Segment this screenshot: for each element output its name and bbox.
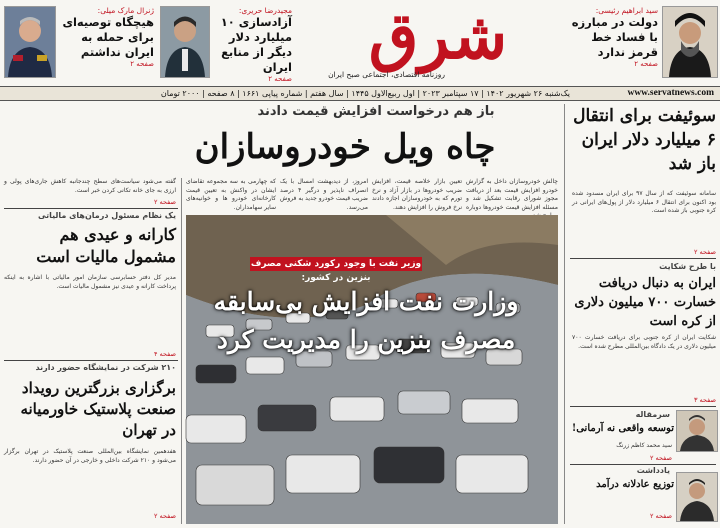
swift-body: سامانه سوئیفت که از سال ۹۷ برای ایران مسدود شده بود اکنون برای انتقال ۶ میلیارد دلار از پول‌های ایرانی در کره جنوبی باز شده است. <box>572 190 716 214</box>
newspaper-logo: شرق <box>368 0 508 74</box>
tax-kicker: یک نظام مسئول درمان‌های مالیاتی <box>37 211 176 220</box>
left-top-body: گفته می‌شود سیاست‌های سطح چندجانبه کاهش جاری‌های پولی و ارزی به جای خانه تکانی کردن خبر است. <box>4 178 176 194</box>
website-url[interactable]: www.servatnews.com <box>627 88 714 98</box>
korea-headline[interactable]: ایران به دنبال دریافت خسارت ۷۰۰ میلیون دلاری از کره است <box>574 276 716 329</box>
section-divider <box>4 360 178 361</box>
photo-story-title[interactable]: وزارت نفت افزایش بی‌سابقه مصرف بنزین را مدیریت کرد <box>213 287 519 354</box>
section-divider <box>570 464 716 465</box>
masthead <box>0 0 720 86</box>
raisi-photo <box>662 6 718 78</box>
page-ref: صفحه ۴ <box>153 350 176 358</box>
teaser-kicker: سید ابراهیم رئیسی: <box>595 6 658 15</box>
page-ref: صفحه ۲ <box>649 454 672 462</box>
teaser-kicker: مجیدرضا حریری: <box>238 6 292 15</box>
expo-headline[interactable]: برگزاری بزرگترین رویداد صنعت پلاستیک خاورمیانه در تهران <box>20 379 176 439</box>
page-ref: صفحه ۲ <box>649 512 672 520</box>
tax-body: مدیر کل دفتر حسابرسی سازمان امور مالیاتی با اشاره به اینکه پرداخت کارانه و عیدی نیز مشمول مالیات است. <box>4 274 176 290</box>
tagline: روزنامه اقتصادی، اجتماعی صبح ایران <box>328 70 445 79</box>
teaser-title: آزادسازی ۱۰ میلیارد دلار دیگر از منابع ایران <box>220 15 292 74</box>
page-ref: صفحه ۲ <box>130 60 154 68</box>
note-headline[interactable]: توزیع عادلانه درآمد <box>596 479 674 490</box>
column-divider <box>181 178 182 524</box>
hariri-photo <box>160 6 210 78</box>
teaser-kicker: ژنرال مارک میلی: <box>97 6 154 15</box>
note-kicker: یادداشت <box>636 466 670 475</box>
teaser-title: دولت در مبارزه با فساد خط قرمز ندارد <box>571 15 658 59</box>
milley-photo <box>4 6 56 78</box>
editorial-author-photo <box>676 410 718 452</box>
swift-headline[interactable]: سوئیفت برای انتقال ۶ میلیارد دلار ایران باز شد <box>573 106 716 174</box>
section-divider <box>570 406 716 407</box>
korea-kicker: با طرح شکایت <box>659 262 716 271</box>
lead-headline[interactable]: چاه ویل خودروسازان <box>194 127 496 167</box>
editorial-kicker: سرمقاله <box>635 410 670 419</box>
note-author-photo <box>676 472 718 522</box>
teaser-title: هیچگاه توصیه‌ای برای حمله به ایران نداشتم <box>62 15 154 59</box>
column-divider <box>564 104 565 524</box>
section-divider <box>570 258 716 259</box>
teaser-hariri[interactable] <box>210 6 292 83</box>
teaser-milley[interactable] <box>56 6 154 76</box>
photo-story-banner: وزیر نفت با وجود رکورد شکنی مصرف بنزین در کشور: <box>250 259 422 283</box>
page-ref: صفحه ۲ <box>153 512 176 520</box>
page-ref: صفحه ۲ <box>634 60 658 68</box>
expo-body: هفدهمین نمایشگاه بین‌المللی صنعت پلاستیک در تهران برگزار می‌شود و ۲۱۰ شرکت داخلی و خارجی در آن حضور دارند. <box>4 448 176 464</box>
page-ref: صفحه ۲ <box>693 248 716 256</box>
editorial-headline[interactable]: توسعه واقعی نه آرمانی! <box>571 423 674 434</box>
page-ref: صفحه ۲ <box>153 198 176 206</box>
lead-column-3: امروز، از دیدبهشت امسال با یک انصراف ناپذیر و درگیر ۴ درصد ضریب قیمت خودرو جدید به فروش می‌رسد. <box>280 178 368 211</box>
lead-column-1: چالش خودروسازان داخل به گزارش خودرو افزایش قیمت بعد از دریافت مجوز شورای رقابت تشکیل شد و مسئله افزایش قیمت خودروها دوباره <box>466 178 558 211</box>
lead-column-2: تعیین بازار خلاصه قیمت، افزایش ضریب خودروها در بازار آزاد و نرخ تورم که به خودروسازان اجازه دادند نرخ فروش را افزایش دهند. <box>372 178 462 211</box>
date-issue-info: یک‌شنبه ۲۶ شهریور ۱۴۰۲ | ۱۷ سپتامبر ۲۰۲۳ | اول ربیع‌الاول ۱۴۴۵ | سال هفتم | شماره پیاپی ۱۶۶۱ | ۸ صفحه | ۲۰۰۰ تومان <box>160 89 570 98</box>
page-ref: صفحه ۳ <box>693 396 716 404</box>
expo-kicker: ۲۱۰ شرکت در نمایشگاه حضور دارند <box>35 363 176 372</box>
dateline-bar <box>0 86 720 101</box>
editorial-author: سید محمد کاظم زرنگ <box>616 442 672 449</box>
lead-column-4: که چهارمی به سه مجموعه تقاضای ایشان در واکنش به تعیین قیمت کارخانه‌ای خودرو ها و خوانیه‌های سایر سهامداران. <box>186 178 276 211</box>
section-divider <box>4 208 178 209</box>
teaser-raisi[interactable] <box>568 6 658 76</box>
tax-headline[interactable]: کارانه و عیدی هم مشمول مالیات است <box>36 225 176 266</box>
lead-kicker: باز هم درخواست افزایش قیمت دادند <box>257 104 495 119</box>
korea-body: شکایت ایران از کره جنوبی برای دریافت خسارت ۷۰۰ میلیون دلاری در یک دادگاه بین‌المللی مطرح شده است. <box>572 334 716 350</box>
page-ref: صفحه ۲ <box>268 75 292 83</box>
